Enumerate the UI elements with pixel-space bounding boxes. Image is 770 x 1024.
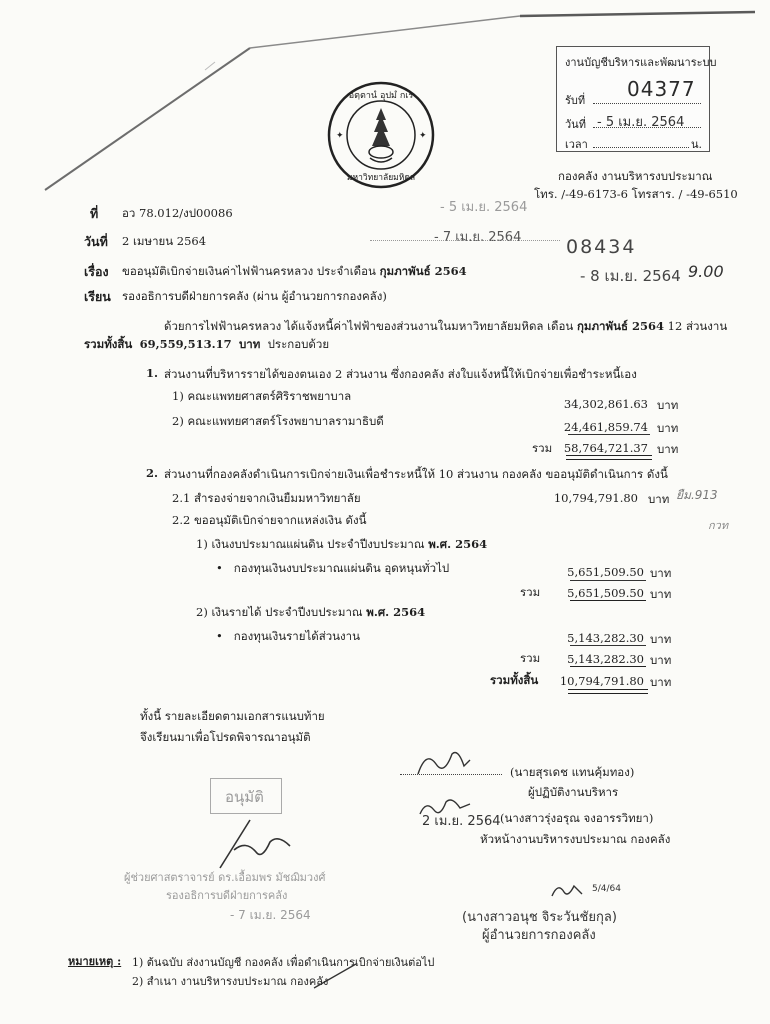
seal-top-text: อตฺตานํ อุปมํ กเร (348, 91, 414, 101)
group2-total-unit: บาท (650, 653, 672, 667)
ref-label: ที่ (90, 206, 99, 221)
section1-item-1-label: 1) คณะแพทยศาสตร์ศิริราชพยาบาล (172, 389, 352, 403)
approval-date: - 7 เม.ย. 2564 (230, 908, 311, 922)
to-label: เรียน (84, 289, 111, 304)
section2-1-label: 2.1 สำรองจ่ายจากเงินยืมมหาวิทยาลัย (172, 491, 361, 505)
signature-2-title: หัวหน้างานบริหารงบประมาณ กองคลัง (480, 832, 671, 846)
signature-2-date: 2 เม.ย. 2564 (422, 814, 501, 829)
signature-3-date: 5/4/64 (592, 884, 621, 894)
svg-text:✦: ✦ (336, 131, 344, 141)
signature-1-title: ผู้ปฏิบัติงานบริหาร (528, 785, 619, 799)
group1-total-label: รวม (520, 585, 541, 599)
signature-1-scribble (414, 746, 474, 778)
approval-signature-scribble (210, 812, 300, 872)
handwritten-note: ยืม.913 (676, 488, 718, 502)
group1-label: 1) เงินงบประมาณแผ่นดิน ประจำปีงบประมาณ พ.ศ. 2564 (196, 537, 488, 551)
group2-total-label: รวม (520, 651, 541, 665)
closing-line-2: จึงเรียนมาเพื่อโปรดพิจารณาอนุมัติ (140, 730, 311, 744)
signature-3-title: ผู้อำนวยการกองคลัง (482, 928, 596, 943)
grand-total: 10,794,791.80 (559, 674, 644, 688)
stamp-number: 04377 (627, 77, 696, 101)
intro-line-2: รวมทั้งสิ้น 69,559,513.17 บาท ประกอบด้วย (84, 337, 330, 351)
section2-num: 2. (146, 466, 159, 480)
section1-item-2-unit: บาท (657, 421, 679, 435)
group1-total: 5,651,509.50 (567, 586, 644, 600)
header-dept: กองคลัง งานบริหารงบประมาณ (558, 169, 713, 183)
stamp-number-label: รับที่ (565, 94, 586, 107)
section1-total-label: รวม (532, 441, 553, 455)
group1-total-unit: บาท (650, 587, 672, 601)
section2-title: ส่วนงานที่กองคลังดำเนินการเบิกจ่ายเงินเพื่อชำระหนี้ให้ 10 ส่วนงาน กองคลัง ขออนุมัติดำเนินการ ดังนี้ (164, 467, 668, 481)
grand-total-label: รวมทั้งสิ้น (490, 673, 539, 687)
mahidol-seal-logo (326, 80, 436, 190)
approval-title: รองอธิการบดีฝ่ายการคลัง (166, 889, 288, 902)
signature-2-name: (นางสาวรุ่งอรุณ จงอารรวิทยา) (500, 811, 654, 825)
stamp-time-suffix: น. (691, 138, 703, 151)
section1-item-1-amount: 34,302,861.63 (563, 397, 648, 411)
section1-title: ส่วนงานที่บริหารรายได้ของตนเอง 2 ส่วนงาน ซึ่งกองคลัง ส่งใบแจ้งหนี้ให้เบิกจ่ายเพื่อชำระหนี้เอง (164, 367, 637, 381)
to-value: รองอธิการบดีฝ่ายการคลัง (ผ่าน ผู้อำนวยการกองคลัง) (122, 289, 387, 303)
header-phone: โทร. /-49-6173-6 โทรสาร. / -49-6510 (534, 187, 738, 201)
section1-item-2-amount: 24,461,859.74 (563, 420, 648, 434)
faded-date-1: - 5 เม.ย. 2564 (440, 200, 528, 215)
handwritten-note-2: กวท (708, 519, 729, 532)
group2-item: • กองทุนเงินรายได้ส่วนงาน (216, 629, 360, 643)
grand-total-unit: บาท (650, 675, 672, 689)
section1-total: 58,764,721.37 (563, 441, 648, 455)
group2-total: 5,143,282.30 (567, 652, 644, 666)
seal-bottom-text: มหาวิทยาลัยมหิดล (346, 173, 416, 183)
section1-num: 1. (146, 366, 159, 380)
subject-value: ขออนุมัติเบิกจ่ายเงินค่าไฟฟ้านครหลวง ประจำเดือน กุมภาพันธ์ 2564 (122, 264, 467, 278)
date-label: วันที่ (84, 234, 108, 249)
signature-3-scribble (548, 878, 588, 902)
stamp-title: งานบัญชีบริหารและพัฒนาระบบ (565, 56, 717, 69)
ref-value: อว 78.012/งป00086 (122, 206, 233, 220)
signature-1-name: (นายสุรเดช แทนคุ้มทอง) (510, 765, 635, 779)
approval-name: ผู้ช่วยศาสตราจารย์ ดร.เอื้อมพร มัชฌิมวงศ์ (124, 871, 326, 884)
section2-2-label: 2.2 ขออนุมัติเบิกจ่ายจากแหล่งเงิน ดังนี้ (172, 513, 367, 527)
section1-total-unit: บาท (657, 442, 679, 456)
received-time: 9.00 (688, 262, 724, 281)
received-number: 08434 (566, 236, 637, 258)
stamp-date-label: วันที่ (565, 118, 586, 131)
approval-stamp-text: อนุมัติ (225, 788, 264, 806)
closing-line-1: ทั้งนี้ รายละเอียดตามเอกสารแนบท้าย (140, 709, 325, 723)
group2-unit: บาท (650, 632, 672, 646)
signature-3-name: (นางสาวอนุช จิระวันชัยกุล) (462, 910, 617, 925)
notes-item-1: 1) ต้นฉบับ ส่งงานบัญชี กองคลัง เพื่อดำเนินการเบิกจ่ายเงินต่อไป (132, 956, 435, 969)
section2-1-unit: บาท (648, 492, 670, 506)
group1-unit: บาท (650, 566, 672, 580)
svg-text:✦: ✦ (419, 131, 427, 141)
intro-line-1: ด้วยการไฟฟ้านครหลวง ได้แจ้งหนี้ค่าไฟฟ้าของส่วนงานในมหาวิทยาลัยมหิดล เดือน กุมภาพันธ์ 2564 12 ส่วนงาน (164, 319, 728, 333)
notes-item-2: 2) สำเนา งานบริหารงบประมาณ กองคลัง (132, 975, 329, 988)
faded-date-2: - 7 เม.ย. 2564 (434, 230, 522, 245)
receipt-stamp (556, 46, 717, 152)
approval-stamp (210, 778, 282, 814)
notes-label: หมายเหตุ : (68, 955, 122, 968)
section1-item-2-label: 2) คณะแพทยศาสตร์โรงพยาบาลรามาธิบดี (172, 414, 384, 428)
stamp-time-label: เวลา (565, 138, 588, 151)
section1-item-1-unit: บาท (657, 398, 679, 412)
section2-1-amount: 10,794,791.80 (553, 491, 638, 505)
received-date: - 8 เม.ย. 2564 (580, 267, 681, 285)
date-value: 2 เมษายน 2564 (122, 234, 207, 248)
group1-item: • กองทุนเงินงบประมาณแผ่นดิน อุดหนุนทั่วไป (216, 561, 450, 575)
group2-amount: 5,143,282.30 (567, 631, 644, 645)
subject-label: เรื่อง (84, 264, 109, 279)
notes-check-mark (310, 960, 360, 990)
group1-amount: 5,651,509.50 (567, 565, 644, 579)
group2-label: 2) เงินรายได้ ประจำปีงบประมาณ พ.ศ. 2564 (196, 605, 426, 619)
stamp-date: - 5 เม.ย. 2564 (597, 115, 685, 130)
